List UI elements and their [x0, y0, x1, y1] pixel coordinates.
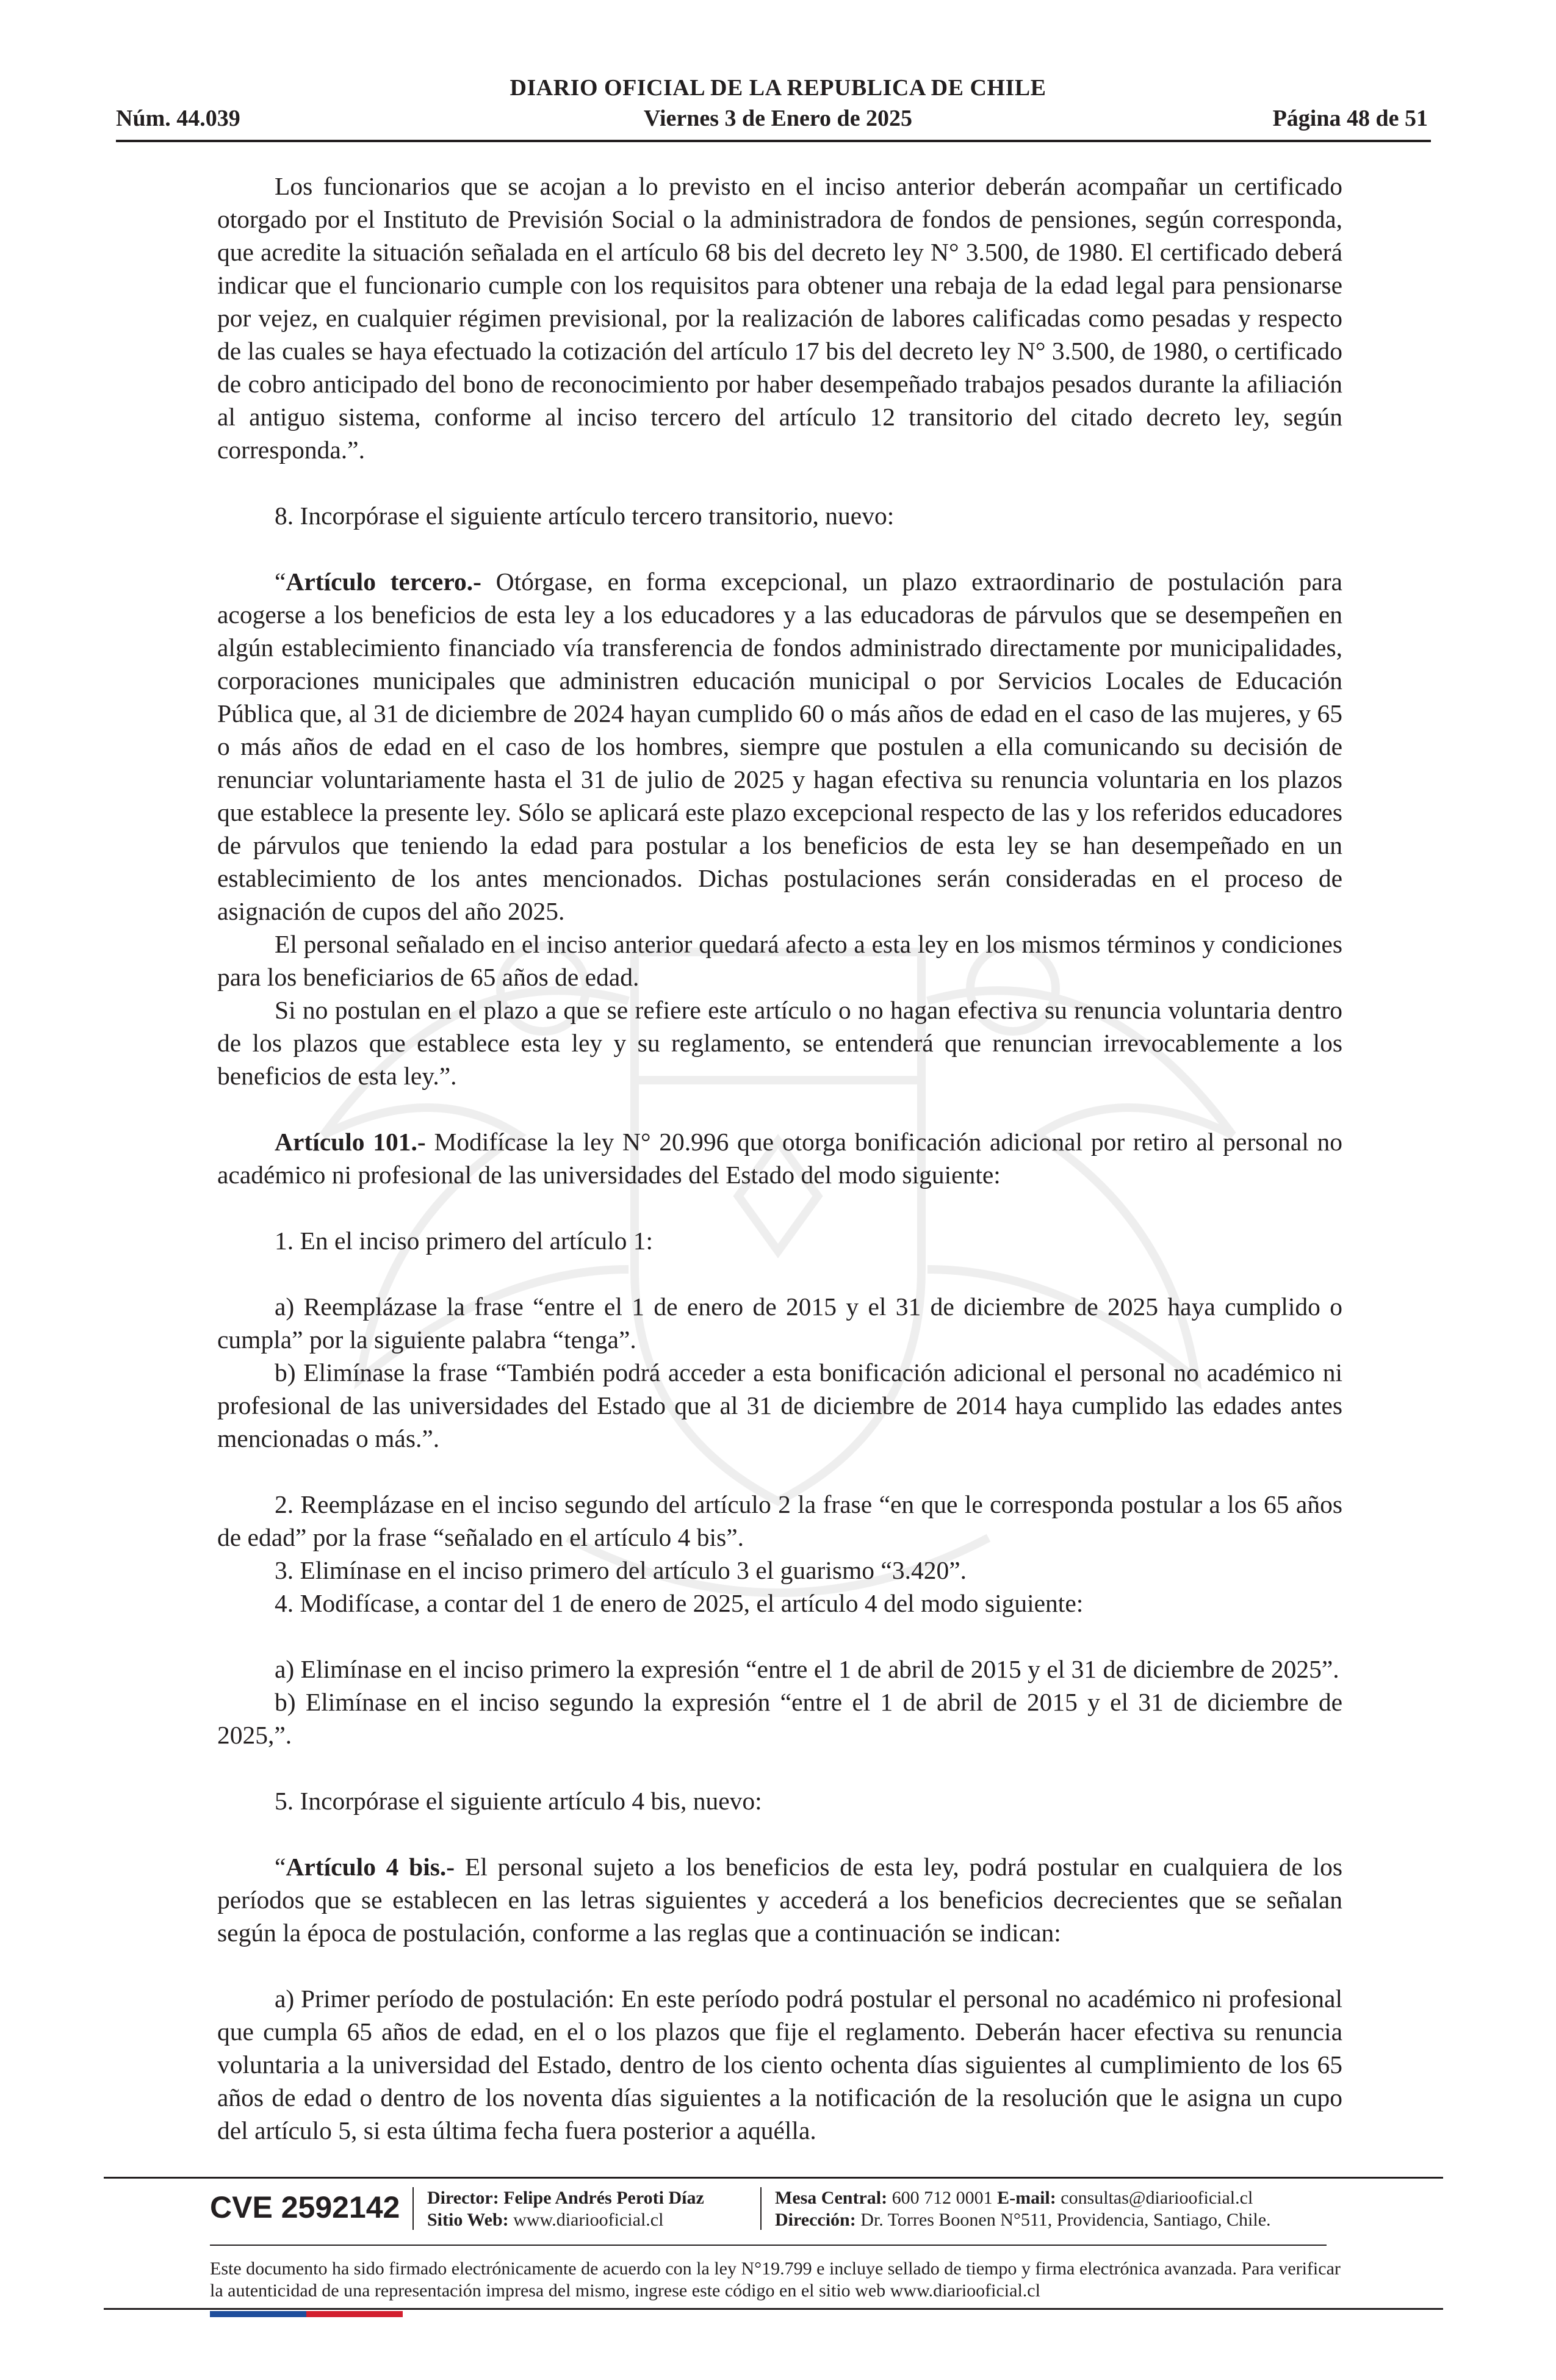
- director-name: Felipe Andrés Peroti Díaz: [503, 2188, 704, 2208]
- paragraph: Los funcionarios que se acojan a lo previsto en el inciso anterior deberán acompañar un certificado otorgado por el Instituto de Previsión Social o la administradora de fondos de pensiones, según corresponda, que acredite la situación señalada en el artículo 68 bis del decreto ley N° 3.500, de 1980. El certificado deberá indicar que el funcionario cumple con los requisitos para obtener una rebaja de la edad legal para pensionarse por vejez, en cualquier régimen previsional, por la realización de labores calificadas como pesadas y respecto de las cuales se haya efectuado la cotización del artículo 17 bis del decreto ley N° 3.500, de 1980, o certificado de cobro anticipado del bono de reconocimiento por haber desempeñado trabajos pesados durante la afiliación al antiguo sistema, conforme al inciso tercero del artículo 12 transitorio del citado decreto ley, según corresponda.”.: [217, 172, 1342, 464]
- phone-label: Mesa Central:: [775, 2188, 888, 2208]
- director-line: [427, 2187, 704, 2209]
- website-label: Sitio Web:: [427, 2210, 509, 2230]
- footer-bottom-rule: [104, 2308, 1443, 2310]
- director-label: Director:: [427, 2188, 499, 2208]
- paragraph-text: El personal sujeto a los beneficios de esta ley, podrá postular en cualquiera de los períodos que se establecen en las letras siguientes y accederá a los beneficios decrecientes que se señalan según la época de postulación, conforme a las reglas que a continuación se indican:: [217, 1853, 1342, 1947]
- open-quote: “: [275, 568, 286, 596]
- paragraph: 4. Modifícase, a contar del 1 de enero de 2025, el artículo 4 del modo siguiente:: [275, 1589, 1084, 1617]
- paragraph: El personal señalado en el inciso anterior quedará afecto a esta ley en los mismos términos y condiciones para los beneficiarios de 65 años de edad.: [217, 930, 1342, 991]
- paragraph: b) Elimínase la frase “También podrá acceder a esta bonificación adicional el personal no académico ni profesional de las universidades del Estado que al 31 de diciembre de 2014 haya cumplido las edades antes mencionadas o más.”.: [217, 1358, 1342, 1452]
- paragraph: 1. En el inciso primero del artículo 1:: [275, 1227, 654, 1255]
- gazette-title: DIARIO OFICIAL DE LA REPUBLICA DE CHILE: [510, 75, 1046, 101]
- page-indicator: Página 48 de 51: [1272, 106, 1428, 131]
- address-line: [775, 2209, 1271, 2231]
- issue-number: Núm. 44.039: [116, 106, 240, 131]
- paragraph-text: Modifícase la ley N° 20.996 que otorga bonificación adicional por retiro al personal no académico ni profesional de las universidades del Estado del modo siguiente:: [217, 1128, 1342, 1189]
- electronic-signature-note: Este documento ha sido firmado electrónicamente de acuerdo con la ley N°19.799 e incluye sellado de tiempo y firma electrónica avanzada. Para verificar la autenticidad de una representación impresa del mismo, ingrese este código en el sitio web www.diariooficial.cl: [210, 2259, 1341, 2301]
- article-heading: Artículo tercero.-: [286, 568, 481, 596]
- website-link[interactable]: www.diariooficial.cl: [513, 2210, 664, 2230]
- article-heading: Artículo 4 bis.-: [286, 1853, 455, 1881]
- phone-number: 600 712 0001: [891, 2188, 993, 2208]
- address-label: Dirección:: [775, 2210, 856, 2230]
- article-tercero-paragraph: [217, 565, 1342, 928]
- header-rule: [116, 140, 1431, 142]
- open-quote: “: [275, 1853, 286, 1881]
- paragraph: a) Elimínase en el inciso primero la expresión “entre el 1 de abril de 2015 y el 31 de diciembre de 2025”.: [275, 1655, 1339, 1683]
- footer-top-rule: [104, 2177, 1443, 2179]
- article-heading: Artículo 101.-: [275, 1128, 426, 1156]
- contact-line: [775, 2187, 1253, 2209]
- cve-code: CVE 2592142: [210, 2190, 400, 2224]
- footer-divider: [412, 2187, 414, 2230]
- article-101-paragraph: [217, 1125, 1342, 1191]
- paragraph: Si no postulan en el plazo a que se refiere este artículo o no hagan efectiva su renuncia voluntaria dentro de los plazos que establece esta ley y su reglamento, se entenderá que renuncian irrevocablemente a los beneficios de esta ley.”.: [217, 996, 1342, 1090]
- paragraph-text: Otórgase, en forma excepcional, un plazo extraordinario de postulación para acogerse a los beneficios de esta ley a los educadores y a las educadoras de párvulos que se desempeñen en algún establecimiento financiado vía transferencia de fondos administrado directamente por municipalidades, corporaciones municipales que administren educación municipal o por Servicios Locales de Educación Pública que, al 31 de diciembre de 2024 hayan cumplido 60 o más años de edad en el caso de las mujeres, y 65 o más años de edad en el caso de los hombres, siempre que postulen a ella comunicando su decisión de renunciar voluntariamente hasta el 31 de julio de 2025 y hagan efectiva su renuncia voluntaria en los plazos que establece la presente ley. Sólo se aplicará este plazo excepcional respecto de las y los referidos educadores de párvulos que teniendo la edad para postular a los beneficios de esta ley se han desempeñado en un establecimiento de los antes mencionados. Dichas postulaciones serán consideradas en el proceso de asignación de cupos del año 2025.: [217, 568, 1342, 925]
- footer-divider: [760, 2187, 762, 2230]
- document-body: [217, 170, 1342, 2147]
- article-4bis-paragraph: [217, 1850, 1342, 1949]
- flag-stripe-red: [306, 2311, 403, 2317]
- paragraph: 2. Reemplázase en el inciso segundo del artículo 2 la frase “en que le corresponda postular a los 65 años de edad” por la frase “señalado en el artículo 4 bis”.: [217, 1490, 1342, 1551]
- address-value: Dr. Torres Boonen N°511, Providencia, Santiago, Chile.: [860, 2210, 1271, 2230]
- email-label: E-mail:: [997, 2188, 1056, 2208]
- website-line: [427, 2209, 663, 2231]
- issue-date: Viernes 3 de Enero de 2025: [643, 106, 913, 131]
- paragraph: a) Reemplázase la frase “entre el 1 de enero de 2015 y el 31 de diciembre de 2025 haya cumplido o cumpla” por la siguiente palabra “tenga”.: [217, 1293, 1342, 1354]
- footer-middle-rule: [210, 2245, 1327, 2246]
- email-link[interactable]: consultas@diariooficial.cl: [1061, 2188, 1253, 2208]
- flag-stripe-blue: [210, 2311, 306, 2317]
- paragraph: a) Primer período de postulación: En este período podrá postular el personal no académico ni profesional que cumpla 65 años de edad, en el o los plazos que fije el reglamento. Deberán hacer efectiva su renuncia voluntaria a la universidad del Estado, dentro de los ciento ochenta días siguientes al cumplimiento de los 65 años de edad o dentro de los noventa días siguientes a la notificación de la resolución que le asigna un cupo del artículo 5, si esta última fecha fuera posterior a aquélla.: [217, 1985, 1342, 2144]
- paragraph: 8. Incorpórase el siguiente artículo tercero transitorio, nuevo:: [275, 502, 895, 530]
- paragraph: 5. Incorpórase el siguiente artículo 4 bis, nuevo:: [275, 1787, 762, 1815]
- paragraph: 3. Elimínase en el inciso primero del artículo 3 el guarismo “3.420”.: [275, 1556, 967, 1584]
- paragraph: b) Elimínase en el inciso segundo la expresión “entre el 1 de abril de 2015 y el 31 de diciembre de 2025,”.: [217, 1688, 1342, 1749]
